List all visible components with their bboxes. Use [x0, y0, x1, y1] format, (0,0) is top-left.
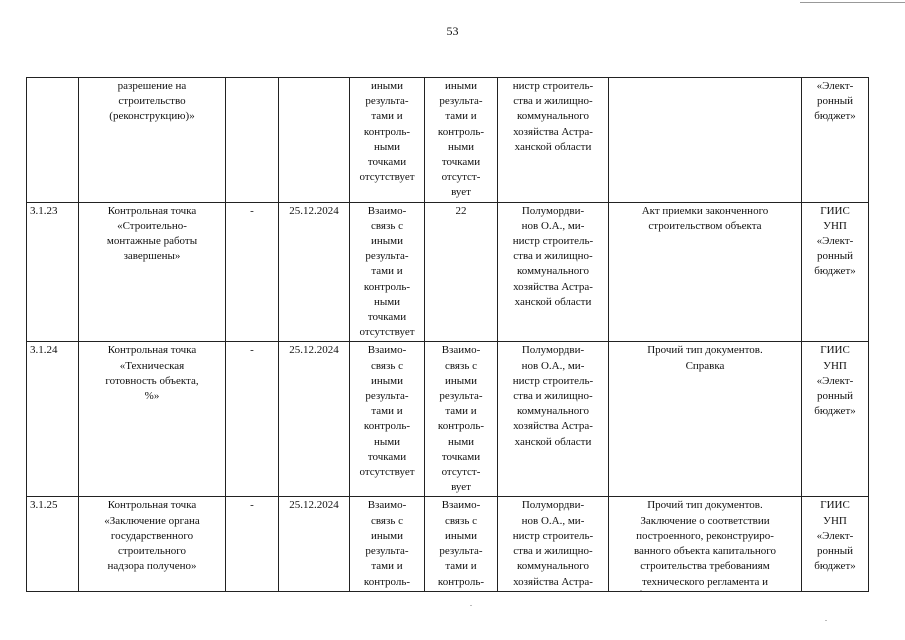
- table-row: [27, 497, 869, 591]
- control-point-name-cell: [79, 202, 226, 342]
- document-type-cell: [609, 202, 802, 342]
- base-value-text: -: [250, 344, 254, 357]
- row-number-text: 3.1.25: [30, 499, 58, 512]
- document-type-cell: [609, 342, 802, 497]
- scan-speck: [470, 605, 472, 606]
- responsible-cell: [498, 497, 609, 591]
- document-type-cell: [609, 78, 802, 203]
- responsible-cell: [498, 342, 609, 497]
- relation-text-2: Взаимо- связь с иными результа- тами и контроль- ными точками отсутст- вует: [437, 344, 485, 494]
- row-number-text: 3.1.23: [30, 204, 58, 217]
- information-system-text: ГИИС УНП «Элект- ронный бюджет»: [814, 499, 856, 573]
- base-value-cell: [226, 202, 279, 342]
- relation-cell: [350, 497, 425, 591]
- relation-cell: [350, 202, 425, 342]
- scan-speck: [640, 590, 642, 591]
- control-point-name-text: Контрольная точка «Техническая готовность объекта, %»: [105, 344, 199, 403]
- relation-cell-2: [425, 78, 498, 203]
- row-number-text: 3.1.24: [30, 344, 58, 357]
- relation-cell: [350, 78, 425, 203]
- table-row: [27, 202, 869, 342]
- information-system-text: ГИИС УНП «Элект- ронный бюджет»: [814, 204, 856, 278]
- date-text: 25.12.2024: [289, 499, 339, 512]
- date-text: 25.12.2024: [289, 204, 339, 217]
- date-cell: [279, 342, 350, 497]
- relation-text: Взаимо- связь с иными результа- тами и контроль-: [363, 499, 411, 588]
- relation-cell-2: [425, 497, 498, 591]
- information-system-cell: [802, 342, 869, 497]
- row-number-cell: [27, 497, 79, 591]
- information-system-cell: [802, 202, 869, 342]
- relation-cell-2: [425, 202, 498, 342]
- row-number-cell: [27, 78, 79, 203]
- document-type-text: Прочий тип документов. Справка: [647, 344, 763, 372]
- control-point-name-cell: [79, 78, 226, 203]
- base-value-text: -: [250, 204, 254, 217]
- page-number: 53: [446, 24, 459, 38]
- responsible-text: Полумордви- нов О.А., ми- нистр строитель- ства и жилищно- коммунального хозяйства Астра- ханской области: [512, 344, 594, 448]
- information-system-cell: [802, 497, 869, 591]
- top-edge-line: [800, 2, 905, 3]
- base-value-cell: [226, 497, 279, 591]
- responsible-text: Полумордви- нов О.А., ми- нистр строитель- ства и жилищно- коммунального хозяйства Астра- ханской области: [512, 204, 594, 308]
- information-system-cell: [802, 78, 869, 203]
- relation-text-2: 22: [455, 204, 467, 217]
- relation-text-2: Взаимо- связь с иными результа- тами и контроль-: [437, 499, 485, 588]
- document-type-text: Прочий тип документов. Заключение о соответствии построенного, реконструиро- ванного объекта капитального строительства требованиям технического регламента и: [633, 499, 777, 588]
- table-row: [27, 78, 869, 203]
- control-point-name-text: Контрольная точка «Заключение органа государственного строительного надзора получено»: [104, 499, 200, 573]
- date-cell: [279, 497, 350, 591]
- table-row: [27, 342, 869, 497]
- information-system-text: «Элект- ронный бюджет»: [814, 80, 856, 123]
- relation-text: Взаимо- связь с иными результа- тами и контроль- ными точками отсутствует: [359, 204, 415, 339]
- control-point-name-text: разрешение на строительство (реконструкцию)»: [109, 80, 195, 123]
- date-cell: [279, 202, 350, 342]
- relation-cell-2: [425, 342, 498, 497]
- control-point-name-text: Контрольная точка «Строительно- монтажные работы завершены»: [106, 204, 198, 263]
- date-cell: [279, 78, 350, 203]
- control-point-name-cell: [79, 497, 226, 591]
- base-value-cell: [226, 342, 279, 497]
- responsible-cell: [498, 202, 609, 342]
- responsible-text: нистр строитель- ства и жилищно- коммунального хозяйства Астра- ханской области: [512, 80, 594, 153]
- relation-text: иными результа- тами и контроль- ными точками отсутствует: [359, 80, 415, 184]
- plan-table: [26, 77, 869, 592]
- responsible-cell: [498, 78, 609, 203]
- information-system-text: ГИИС УНП «Элект- ронный бюджет»: [814, 344, 856, 418]
- row-number-cell: [27, 202, 79, 342]
- scan-speck: [825, 620, 827, 621]
- date-text: 25.12.2024: [289, 344, 339, 357]
- responsible-text: Полумордви- нов О.А., ми- нистр строитель- ства и жилищно- коммунального хозяйства Астра-: [512, 499, 594, 588]
- document-type-text: Акт приемки законченного строительством объекта: [641, 204, 769, 232]
- relation-text-2: иными результа- тами и контроль- ными точками отсутст- вует: [437, 80, 485, 199]
- row-number-cell: [27, 342, 79, 497]
- document-type-cell: [609, 497, 802, 591]
- table-body: [27, 78, 869, 592]
- relation-text: Взаимо- связь с иными результа- тами и контроль- ными точками отсутствует: [359, 344, 415, 479]
- base-value-text: -: [250, 499, 254, 512]
- base-value-cell: [226, 78, 279, 203]
- relation-cell: [350, 342, 425, 497]
- control-point-name-cell: [79, 342, 226, 497]
